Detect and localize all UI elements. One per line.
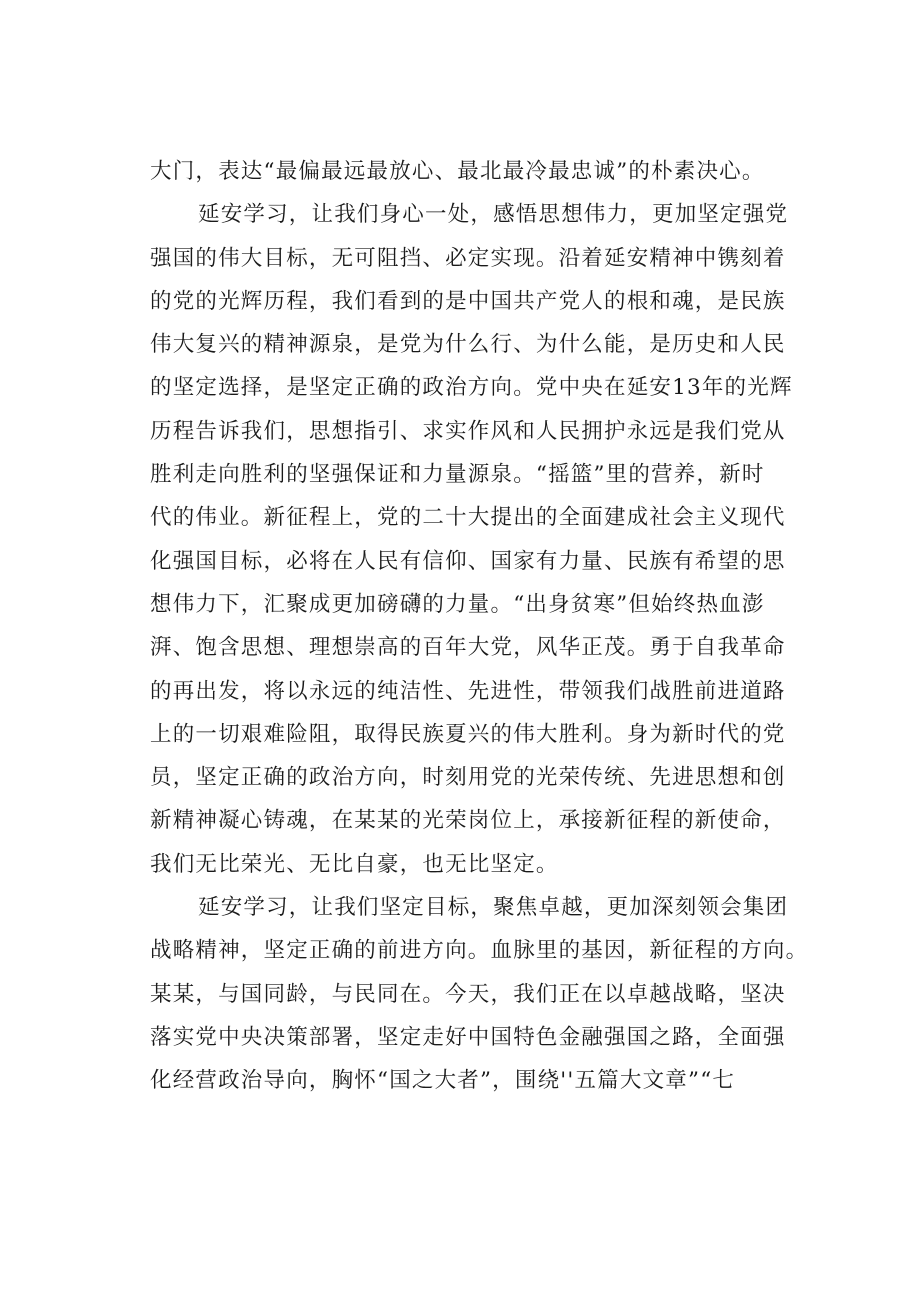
text-line: 的坚定选择，是坚定正确的政治方向。党中央在延安13年的光辉 bbox=[150, 375, 793, 401]
text-line: 强国的伟大目标，无可阻挡、必定实现。沿着延安精神中镌刻着 bbox=[150, 245, 786, 271]
text-line: 我们无比荣光、无比自豪，也无比坚定。 bbox=[150, 851, 559, 877]
text-line: 想伟力下，汇聚成更加磅礴的力量。“出身贫寒”但始终热血澎 bbox=[150, 591, 765, 617]
text-line: 胜利走向胜利的坚强保证和力量源泉。“摇篮”里的营养，新时 bbox=[150, 462, 765, 488]
text-line: 延安学习，让我们坚定目标，聚焦卓越，更加深刻领会集团 bbox=[198, 895, 789, 921]
text-line: 延安学习，让我们身心一处，感悟思想伟力，更加坚定强党 bbox=[198, 202, 789, 228]
text-line: 战略精神，坚定正确的前进方向。血脉里的基因，新征程的方向。 bbox=[150, 938, 809, 964]
text-line: 大门，表达“最偏最远最放心、最北最冷最忠诚”的朴素决心。 bbox=[150, 159, 765, 184]
text-line: 化经营政治导向，胸怀“国之大者”，围绕''五篇大文章”“七 bbox=[150, 1068, 736, 1094]
paragraph-continuation bbox=[150, 150, 810, 193]
text-line: 落实党中央决策部署，坚定走好中国特色金融强国之路，全面强 bbox=[150, 1024, 786, 1050]
text-line: 的党的光辉历程，我们看到的是中国共产党人的根和魂，是民族 bbox=[150, 288, 786, 314]
text-line: 代的伟业。新征程上，党的二十大提出的全面建成社会主义现代 bbox=[150, 505, 786, 531]
text-line: 员，坚定正确的政治方向，时刻用党的光荣传统、先进思想和创 bbox=[150, 765, 786, 791]
paragraph-yanan-study-goals bbox=[150, 886, 810, 1102]
text-line: 上的一切艰难险阻，取得民族夏兴的伟大胜利。身为新时代的党 bbox=[150, 721, 786, 747]
text-line: 新精神凝心铸魂，在某某的光荣岗位上，承接新征程的新使命， bbox=[150, 808, 786, 834]
text-line: 化强国目标，必将在人民有信仰、国家有力量、民族有希望的思 bbox=[150, 548, 786, 574]
document-body bbox=[150, 150, 810, 1103]
text-line: 伟大复兴的精神源泉，是党为什么行、为什么能，是历史和人民 bbox=[150, 332, 786, 358]
text-line: 的再出发，将以永远的纯洁性、先进性，带领我们战胜前进道路 bbox=[150, 678, 786, 704]
text-line: 湃、饱含思想、理想崇高的百年大党，风华正茂。勇于自我革命 bbox=[150, 635, 786, 661]
text-line: 历程告诉我们，思想指引、求实作风和人民拥护永远是我们党从 bbox=[150, 418, 786, 444]
text-line: 某某，与国同龄，与民同在。今天，我们正在以卓越战略，坚决 bbox=[150, 981, 786, 1007]
paragraph-yanan-study-belief bbox=[150, 193, 810, 886]
